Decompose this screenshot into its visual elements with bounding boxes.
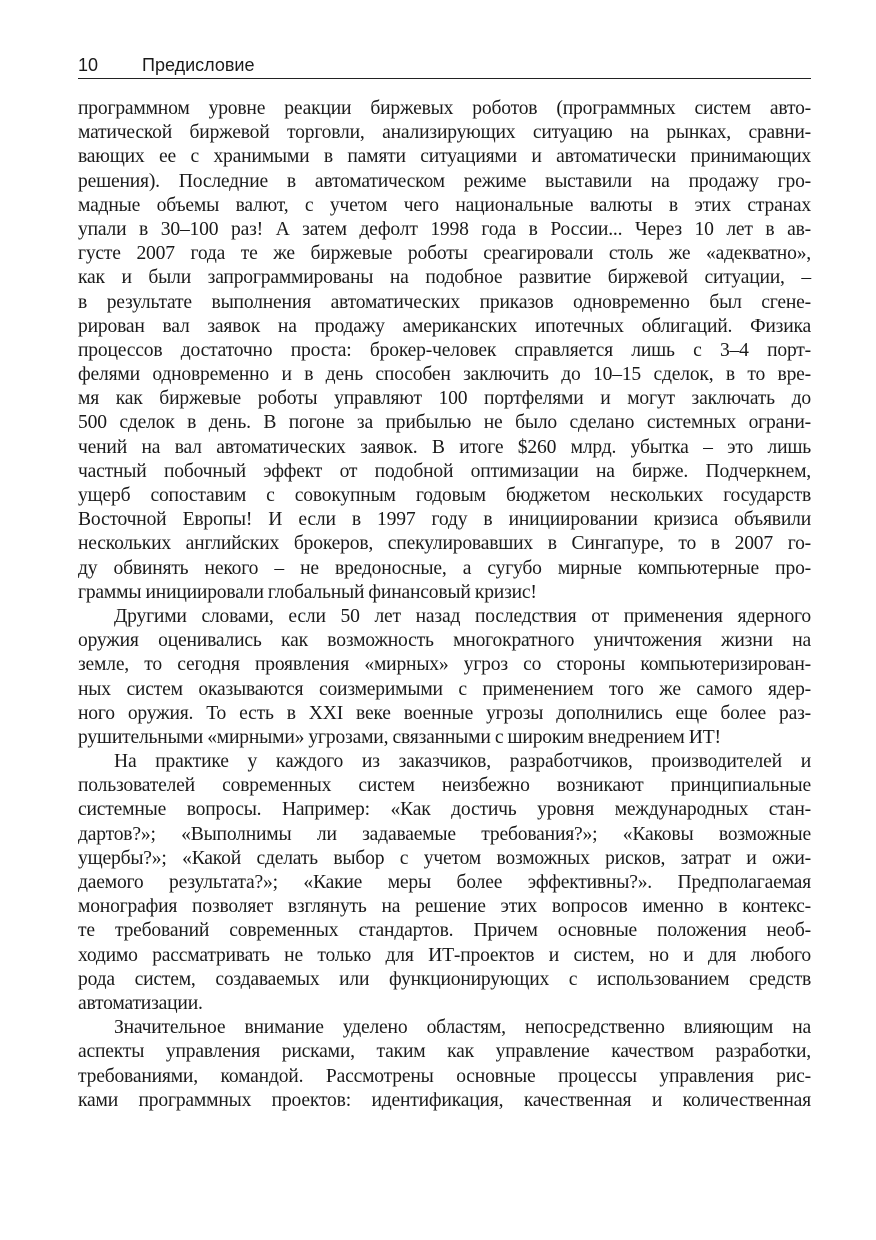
text-line: дартов?»; «Выполнимы ли задаваемые требования?»; «Каковы возможные: [78, 823, 811, 845]
text-line: решения). Последние в автоматическом режиме выставили на продажу гро-: [78, 170, 811, 192]
text-line: земле, то сегодня проявления «мирных» угроз со стороны компьютеризирован-: [78, 654, 811, 676]
text-line: густе 2007 года те же биржевые роботы среагировали столь же «адекватно»,: [78, 243, 811, 265]
text-line: автоматизации.: [78, 992, 203, 1014]
text-line: требованиями, командой. Рассмотрены основные процессы управления рис-: [78, 1065, 811, 1087]
text-line: фелями одновременно и в день способен заключить до 10–15 сделок, в то вре-: [78, 364, 811, 386]
text-line: матической биржевой торговли, анализирующих ситуацию на рынках, сравни-: [78, 122, 811, 144]
paragraph: [78, 605, 811, 750]
text-line: ками программных проектов: идентификация, качественная и количественная: [78, 1089, 811, 1111]
text-line: вающих ее с хранимыми в памяти ситуациями и автоматически принимающих: [78, 146, 811, 168]
text-line: ущербы?»; «Какой сделать выбор с учетом возможных рисков, затрат и ожи-: [78, 847, 811, 869]
text-line: процессов достаточно проста: брокер-человек справляется лишь с 3–4 порт-: [78, 339, 811, 361]
paragraph: [78, 750, 811, 1016]
text-line: те требований современных стандартов. Причем основные положения необ-: [78, 920, 811, 942]
text-line: граммы инициировали глобальный финансовый кризис!: [78, 581, 537, 603]
text-line: чений на вал автоматических заявок. В итоге $260 млрд. убытка – это лишь: [78, 436, 811, 458]
text-line: 500 сделок в день. В погоне за прибылью не было сделано системных ограни-: [78, 412, 811, 434]
text-line: нескольких английских брокеров, спекулировавших в Сингапуре, то в 2007 го-: [78, 533, 811, 555]
text-line: рирован вал заявок на продажу американских ипотечных облигаций. Физика: [78, 315, 811, 337]
text-line: монография позволяет взглянуть на решение этих вопросов именно в контекс-: [78, 896, 811, 918]
text-line: Другими словами, если 50 лет назад последствия от применения ядерного: [114, 605, 811, 627]
text-line: системные вопросы. Например: «Как достичь уровня международных стан-: [78, 799, 811, 821]
text-line: как и были запрограммированы на подобное развитие биржевой ситуации, –: [78, 267, 811, 289]
text-line: программном уровне реакции биржевых роботов (программных систем авто-: [78, 98, 811, 119]
text-line: аспекты управления рисками, таким как управление качеством разработки,: [78, 1041, 811, 1063]
text-line: ных систем оказываются соизмеримыми с применением того же самого ядер-: [78, 678, 811, 700]
paragraph: [78, 1016, 811, 1113]
text-line: оружия оценивались как возможность многократного уничтожения жизни на: [78, 630, 811, 652]
text-line: рода систем, создаваемых или функционирующих с использованием средств: [78, 968, 811, 990]
text-line: рушительными «мирными» угрозами, связанными с широким внедрением ИТ!: [78, 726, 721, 748]
text-line: частный побочный эффект от подобной оптимизации на бирже. Подчеркнем,: [78, 460, 811, 482]
text-line: мя как биржевые роботы управляют 100 портфелями и могут заключать до: [78, 388, 811, 410]
text-line: На практике у каждого из заказчиков, разработчиков, производителей и: [114, 751, 811, 773]
text-line: даемого результата?»; «Какие меры более эффективны?». Предполагаемая: [78, 872, 811, 893]
text-line: в результате выполнения автоматических приказов одновременно был сгене-: [78, 291, 811, 313]
text-line: ду обвинять некого – не вредоносные, а сугубо мирные компьютерные про-: [78, 557, 811, 579]
page-number: 10: [78, 55, 99, 75]
running-header: [78, 54, 811, 79]
text-line: пользователей современных систем неизбежно возникают принципиальные: [78, 775, 811, 797]
text-line: ходимо рассматривать не только для ИТ-проектов и систем, но и для любого: [78, 944, 811, 966]
text-line: Восточной Европы! И если в 1997 году в инициировании кризиса объявили: [78, 509, 811, 531]
text-line: Значительное внимание уделено областям, непосредственно влияющим на: [114, 1017, 811, 1039]
text-line: ущерб сопоставим с совокупным годовым бюджетом нескольких государств: [78, 485, 811, 506]
text-line: упали в 30–100 раз! А затем дефолт 1998 года в России... Через 10 лет в ав-: [78, 218, 811, 240]
page-body-text: [78, 97, 811, 1113]
paragraph: [78, 97, 811, 605]
text-line: ного оружия. То есть в XXI веке военные угрозы дополнились еще более раз-: [78, 702, 811, 724]
section-title: Предисловие: [142, 55, 255, 75]
text-line: мадные объемы валют, с учетом чего национальные валюты в этих странах: [78, 194, 811, 216]
